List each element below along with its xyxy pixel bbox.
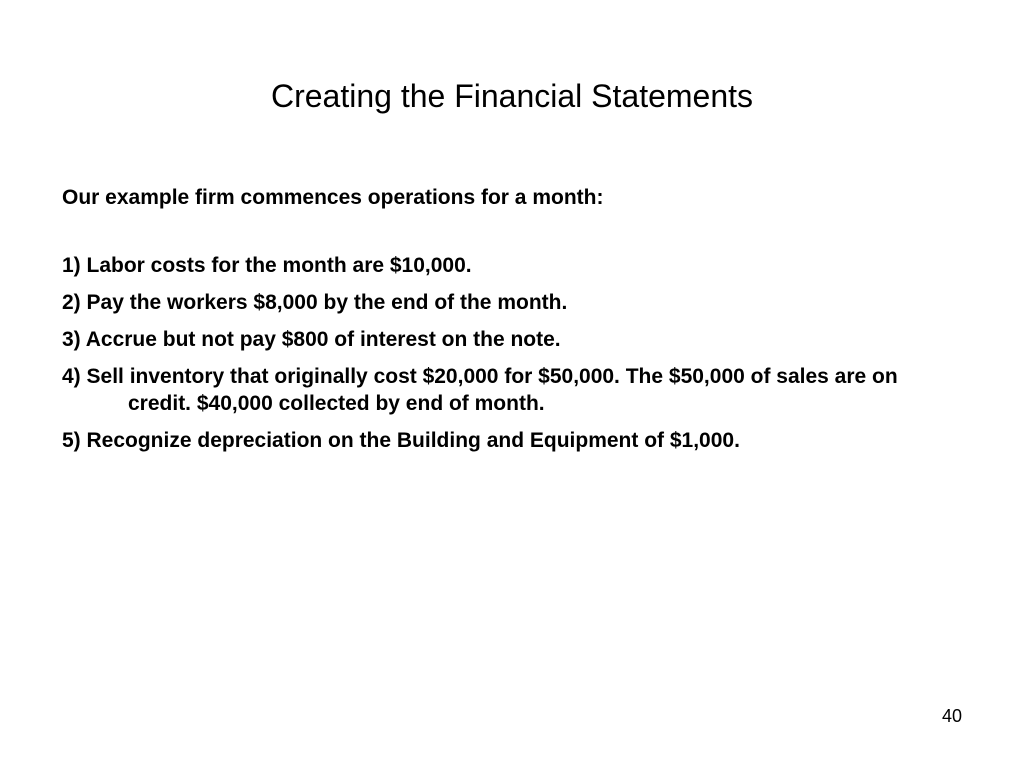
intro-text: Our example firm commences operations for a month: bbox=[62, 186, 604, 209]
list-item-2: 2) Pay the workers $8,000 by the end of the month. bbox=[62, 291, 568, 314]
slide-body bbox=[62, 184, 962, 464]
list-item-1: 1) Labor costs for the month are $10,000. bbox=[62, 254, 472, 277]
list-item-4: 4) Sell inventory that originally cost $20,000 for $50,000. The $50,000 of sales are on credit. $40,000 collected by end of month. bbox=[62, 365, 898, 415]
list-item-5: 5) Recognize depreciation on the Building and Equipment of $1,000. bbox=[62, 429, 740, 452]
page-number: 40 bbox=[941, 706, 962, 726]
list-item-3: 3) Accrue but not pay $800 of interest on the note. bbox=[62, 328, 561, 351]
slide-title: Creating the Financial Statements bbox=[270, 78, 754, 114]
